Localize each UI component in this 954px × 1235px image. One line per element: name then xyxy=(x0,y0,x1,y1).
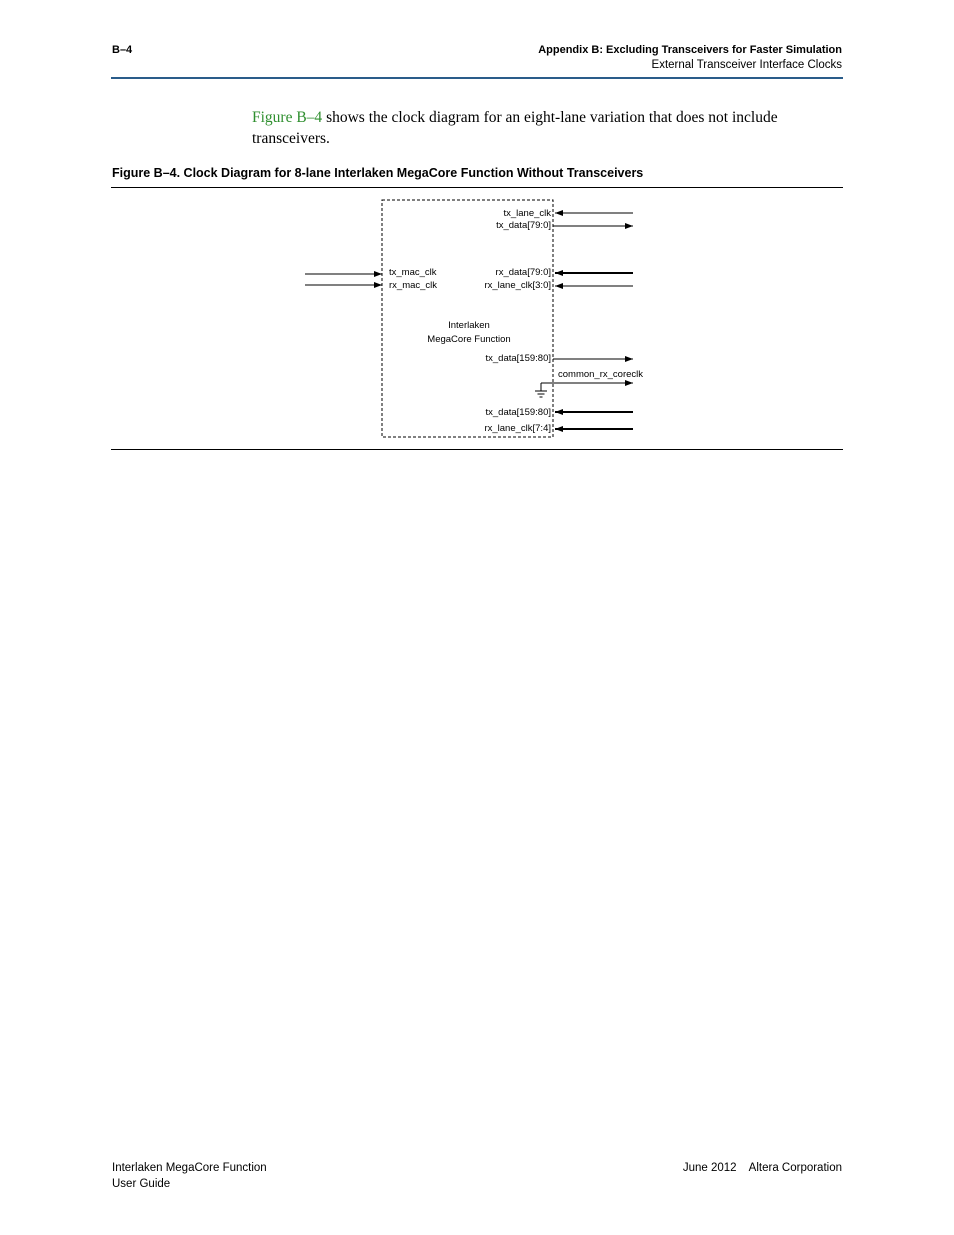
megacore-block xyxy=(382,200,553,437)
header-title: Appendix B: Excluding Transceivers for Faster Simulation xyxy=(538,44,842,56)
rx-lane-clk-3-0-label: rx_lane_clk[3:0] xyxy=(484,280,551,291)
footer-left xyxy=(112,1160,267,1192)
tx-data-79-0-label: tx_data[79:0] xyxy=(496,220,551,231)
figure-bottom-rule xyxy=(111,449,843,450)
rx-lane-clk-7-4-label: rx_lane_clk[7:4] xyxy=(484,423,551,434)
block-label-line2: MegaCore Function xyxy=(427,334,511,345)
figure-caption: Figure B–4. Clock Diagram for 8-lane Interlaken MegaCore Function Without Transceivers xyxy=(112,166,644,180)
rx-data-79-0-label: rx_data[79:0] xyxy=(495,267,551,278)
tx-mac-clk-label: tx_mac_clk xyxy=(389,267,437,278)
ground-icon xyxy=(535,383,547,397)
figure-link[interactable]: Figure B–4 xyxy=(252,109,323,126)
common-rx-coreclk-label: common_rx_coreclk xyxy=(558,369,643,380)
block-label-line1: Interlaken xyxy=(448,320,490,331)
footer-doc-title: Interlaken MegaCore Function xyxy=(112,1162,267,1174)
tx-data-159-80-in-label: tx_data[159:80] xyxy=(485,407,551,418)
page-number: B–4 xyxy=(112,44,133,56)
clock-diagram xyxy=(0,0,954,460)
rx-mac-clk-label: rx_mac_clk xyxy=(389,280,438,291)
header-subtitle: External Transceiver Interface Clocks xyxy=(651,59,842,71)
tx-lane-clk-label: tx_lane_clk xyxy=(503,208,551,219)
tx-data-159-80-out-label: tx_data[159:80] xyxy=(485,353,551,364)
footer-doc-type: User Guide xyxy=(112,1178,171,1190)
intro-text: shows the clock diagram for an eight-lane variation that does not include transceivers. xyxy=(252,109,778,147)
footer-right: June 2012 Altera Corporation xyxy=(682,1162,842,1174)
